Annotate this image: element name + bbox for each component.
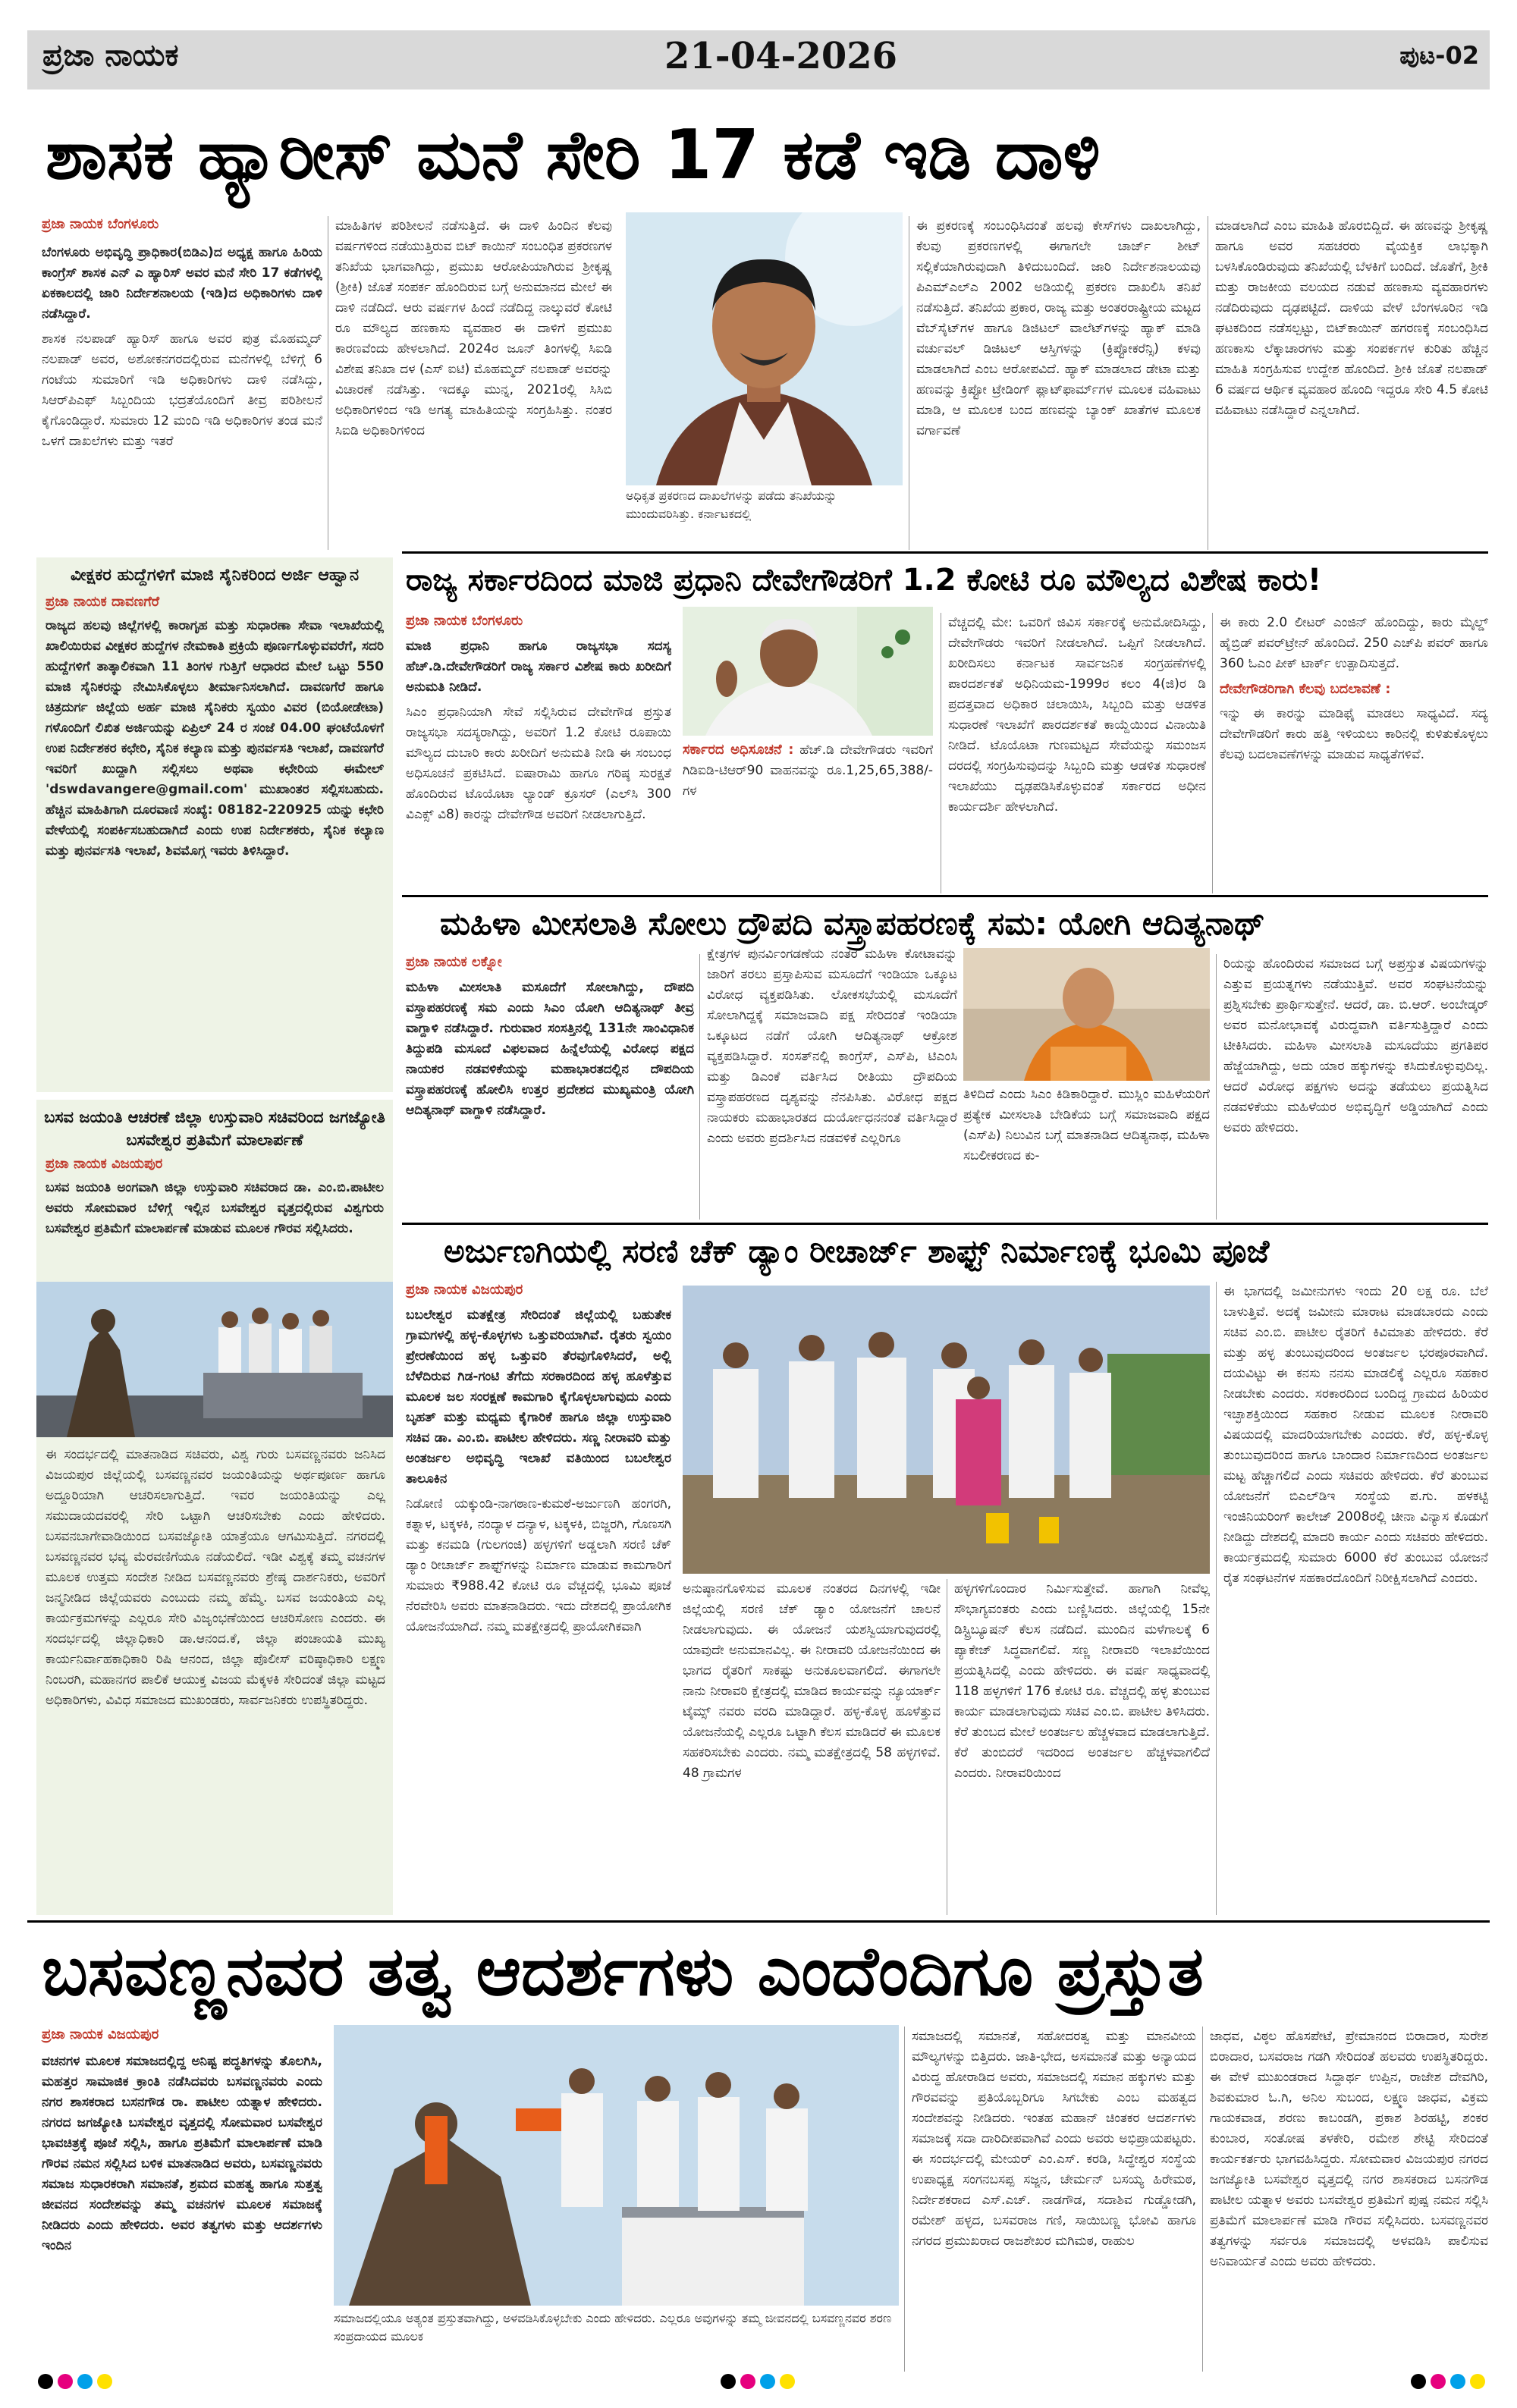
- section-rule: [402, 895, 1488, 897]
- reg-dot: [780, 2374, 795, 2389]
- story3-lead: ಮಹಿಳಾ ಮೀಸಲಾತಿ ಮಸೂದೆಗೆ ಸೋಲಾಗಿದ್ದು, ದೌಪದಿ ವಸ್ತ್ರಾಪಹರಣಕ್ಕೆ ಸಮ ಎಂದು ಸಿಎಂ ಯೋಗಿ ಆದಿತ್ಯನಾಥ್ ತೀವ್ರ ವಾಗ್ದಾಳಿ ನಡೆಸಿದ್ದಾರೆ. ಗುರುವಾರ ಸಂಸತ್ತಿನಲ್ಲಿ 131ನೇ ಸಾಂವಿಧಾನಿಕ ತಿದ್ದುಪಡಿ ಮಸೂದೆ ವಿಫಲವಾದ ಹಿನ್ನೆಲೆಯಲ್ಲಿ ವಿರೋಧ ಪಕ್ಷದ ನಾಯಕರ ನಡವಳಿಕೆಯನ್ನು ಮಹಾಭಾರತದಲ್ಲಿನ ದೌಪದಿಯ ವಸ್ತ್ರಾಪಹರಣಕ್ಕೆ ಹೋಲಿಸಿ ಉತ್ತರ ಪ್ರದೇಶದ ಮುಖ್ಯಮಂತ್ರಿ ಯೋಗಿ ಆದಿತ್ಯನಾಥ್ ವಾಗ್ದಾಳಿ ನಡೆಸಿದ್ದಾರೆ.: [406, 980, 694, 1118]
- story1-col5: ಮಾಡಲಾಗಿದೆ ಎಂಬ ಮಾಹಿತಿ ಹೊರಬಿದ್ದಿದೆ. ಈ ಹಣವನ್ನು ಶ್ರೀಕೃಷ್ಣ ಹಾಗೂ ಅವರ ಸಹಚರರು ವೈಯಕ್ತಿಕ ಲಾಭಕ್ಕಾಗಿ ಬಳಸಿಕೊಂಡಿರುವುದು ತನಿಖೆಯಲ್ಲಿ ಬೆಳಕಿಗೆ ಬಂದಿದೆ. ಜೊತೆಗೆ, ಶ್ರೀಕಿ ಮತ್ತು ರಾಜಕೀಯ ವಲಯದ ನಡುವೆ ಹಣಕಾಸು ವ್ಯವಹಾರಗಳು ನಡೆದಿರುವುದು ದೃಢಪಟ್ಟಿದೆ. ದಾಳಿಯ ವೇಳೆ ಬೆಂಗಳೂರಿನ ಇಡಿ ಘಟಕದಿಂದ ನಡೆಸಲ್ಪಟ್ಟು, ಬಿಟ್‌ಕಾಯಿನ್ ಹಗರಣಕ್ಕೆ ಸಂಬಂಧಿಸಿದ ಹಣಕಾಸು ಲೆಕ್ಕಾಚಾರಗಳು ಮತ್ತು ಸಂಪರ್ಕಗಳ ಕುರಿತು ಹೆಚ್ಚಿನ ಮಾಹಿತಿ ಸಂಗ್ರಹಿಸುವ ಉದ್ದೇಶ ಹೊಂದಿದೆ. ಶ್ರೀಕಿ ಜೊತೆ ನಲಪಾಡ್ 6 ವರ್ಷದ ಆರ್ಥಿಕ ವ್ಯವಹಾರ ಹೊಂದಿ ಇದ್ದರೂ ಸೇರಿ 4.5 ಕೋಟಿ ವಹಿವಾಟು ನಡೆಸಿದ್ದಾರೆ ಎನ್ನಲಾಗಿದೆ.: [1215, 218, 1488, 418]
- registration-marks-right: [1411, 2374, 1490, 2391]
- basava-photo: [36, 1282, 393, 1437]
- column-divider: [904, 2027, 905, 2372]
- story3-byline: ಪ್ರಜಾ ನಾಯಕ ಲಕ್ನೋ: [406, 954, 502, 970]
- story5-photo-caption: ಸಮಾಜದಲ್ಲಿಯೂ ಅತ್ಯಂತ ಪ್ರಸ್ತುತವಾಗಿದ್ದು, ಅಳವಡಿಸಿಕೊಳ್ಳಬೇಕು ಎಂದು ಹೇಳಿದರು. ಎಲ್ಲರೂ ಅವುಗಳನ್ನು ತಮ್ಮ ಜೀವನದಲ್ಲಿ ಬಸವಣ್ಣನವರ ಶರಣ ಸಂಪ್ರದಾಯದ ಮೂಲಕ: [334, 2311, 892, 2344]
- column-divider: [1216, 954, 1217, 1220]
- reg-dot: [97, 2374, 112, 2389]
- reg-dot: [1431, 2374, 1446, 2389]
- story3-headline: ಮಹಿಳಾ ಮೀಸಲಾತಿ ಸೋಲು ದ್ರೌಪದಿ ವಸ್ತ್ರಾಪಹರಣಕ್ಕೆ ಸಮ: ಯೋಗಿ ಆದಿತ್ಯನಾಥ್: [440, 905, 1265, 942]
- reg-dot: [1450, 2374, 1465, 2389]
- statue-garlanding-photo: [36, 1282, 393, 1437]
- story1-byline: ಪ್ರಜಾ ನಾಯಕ ಬೆಂಗಳೂರು: [42, 216, 159, 232]
- story2-continued: [683, 739, 933, 802]
- story4-photo: [683, 1286, 1210, 1574]
- column-divider: [1202, 2027, 1203, 2372]
- basavanna-statue-photo: [334, 2025, 899, 2306]
- story5-byline: ಪ್ರಜಾ ನಾಯಕ ವಿಜಯಪುರ: [42, 2027, 159, 2042]
- story3-col1: [406, 954, 694, 1220]
- story2-col3: ವೆಚ್ಚದಲ್ಲಿ ಮೇ: ಒವರಿಗೆ ಜಿವಿಸ ಸರ್ಕಾರಕ್ಕೆ ಅನುಮೋದಿಸಿದ್ದು, ದೇವೇಗೌಡರು ಇವರಿಗೆ ನೀಡಲಾಗಿದೆ. ಒಪ್ಪಿಗೆ ನೀಡಲಾಗಿದೆ. ಖರೀದಿಸಲು ಕರ್ನಾಟಕ ಸಾರ್ವಜನಿಕ ಸಂಗ್ರಹಣೆಗಳಲ್ಲಿ ಪಾರದರ್ಶಕತೆ ಅಧಿನಿಯಮ-1999ರ ಕಲಂ 4(ಜಿ)ರ ಡಿ ಪ್ರದತ್ತವಾದ ಅಧಿಕಾರ ಚಲಾಯಿಸಿ, ಸಿಬ್ಬಂದಿ ಮತ್ತು ಆಡಳಿತ ಸುಧಾರಣೆ ಇಲಾಖೆಗೆ ಪಾರದರ್ಶಕತೆ ಕಾಯ್ದೆಯಿಂದ ವಿನಾಯಿತಿ ನೀಡಿದೆ. ಟೊಯೊಟಾ ಗುಣಮಟ್ಟದ ಸೇವೆಯನ್ನು ಸಮಂಜಸ ದರದಲ್ಲಿ ಸಂಗ್ರಹಿಸುವುದನ್ನು ಸಿಬ್ಬಂದಿ ಮತ್ತು ಆಡಳಿತ ಸುಧಾರಣೆ ಇಲಾಖೆಯು ದೃಢಪಡಿಸಿಕೊಳ್ಳುವಂತೆ ಸರ್ಕಾರದ ಅಧೀನ ಕಾರ್ಯದರ್ಶಿ ಹೇಳಲಾಗಿದೆ.: [948, 615, 1206, 815]
- story3-photo: [963, 948, 1210, 1081]
- reg-dot: [58, 2374, 73, 2389]
- reg-dot: [760, 2374, 775, 2389]
- story1-col4: ಈ ಪ್ರಕರಣಕ್ಕೆ ಸಂಬಂಧಿಸಿದಂತೆ ಹಲವು ಕೇಸ್‌ಗಳು ದಾಖಲಾಗಿದ್ದು, ಕೆಲವು ಪ್ರಕರಣಗಳಲ್ಲಿ ಈಗಾಗಲೇ ಚಾರ್ಜ್ ಶೀಟ್ ಸಲ್ಲಿಕೆಯಾಗಿರುವುದಾಗಿ ತಿಳಿದುಬಂದಿದೆ. ಜಾರಿ ನಿರ್ದೇಶನಾಲಯವು ಪಿಎಮ್‌ಎಲ್‌ಎ 2002 ಅಡಿಯಲ್ಲಿ ಪ್ರಕರಣ ದಾಖಲಿಸಿ ತನಿಖೆ ನಡೆಸುತ್ತಿದೆ. ತನಿಖೆಯ ಪ್ರಕಾರ, ರಾಜ್ಯ ಮತ್ತು ಅಂತರರಾಷ್ಟ್ರೀಯ ಮಟ್ಟದ ವೆಬ್‌ಸೈಟ್‌ಗಳ ಹಾಗೂ ಡಿಜಿಟಲ್ ವಾಲೆಟ್‌ಗಳನ್ನು ಹ್ಯಾಕ್ ಮಾಡಿ ವರ್ಚುವಲ್ ಡಿಜಿಟಲ್ ಆಸ್ತಿಗಳನ್ನು (ಕ್ರಿಪ್ಟೋಕರೆನ್ಸಿ) ಕಳವು ಮಾಡಲಾಗಿದೆ ಎಂಬ ಆರೋಪವಿದೆ. ಹ್ಯಾಕ್ ಮಾಡಲಾದ ಡೇಟಾ ಮತ್ತು ಹಣವನ್ನು ಕ್ರಿಪ್ಟೋ ಟ್ರೇಡಿಂಗ್ ಪ್ಲಾಟ್‌ಫಾರ್ಮ್‌ಗಳ ಮೂಲಕ ವಹಿವಾಟು ಮಾಡಿ, ಆ ಮೂಲಕ ಬಂದ ಹಣವನ್ನು ಬ್ಯಾಂಕ್ ಖಾತೆಗಳ ಮೂಲಕ ವರ್ಗಾವಣೆ: [916, 218, 1201, 438]
- bhoomi-pooja-photo: [683, 1286, 1210, 1574]
- section-rule: [402, 551, 1488, 554]
- basava-byline: ಪ್ರಜಾ ನಾಯಕ ವಿಜಯಪುರ: [46, 1156, 163, 1172]
- politician-portrait: [626, 212, 903, 485]
- story4-col1: [406, 1282, 671, 1915]
- story1-col1: [42, 216, 322, 550]
- story2-col2: [683, 739, 933, 891]
- story5-col2: ಸಮಾಜದಲ್ಲಿ ಸಮಾನತೆ, ಸಹೋದರತ್ವ ಮತ್ತು ಮಾನವೀಯ ಮೌಲ್ಯಗಳನ್ನು ಬಿತ್ತಿದರು. ಜಾತಿ-ಭೇದ, ಅಸಮಾನತೆ ಮತ್ತು ಅನ್ಯಾಯದ ವಿರುದ್ಧ ಹೋರಾಡಿದ ಅವರು, ಸಮಾಜದಲ್ಲಿ ಸಮಾನ ಹಕ್ಕುಗಳು ಮತ್ತು ಗೌರವವನ್ನು ಪ್ರತಿಯೊಬ್ಬರಿಗೂ ಸಿಗಬೇಕು ಎಂಬ ಮಹತ್ವದ ಸಂದೇಶವನ್ನು ನೀಡಿದರು. ಇಂತಹ ಮಹಾನ್ ಚಿಂತಕರ ಆದರ್ಶಗಳು ಸಮಾಜಕ್ಕೆ ಸದಾ ದಾರಿದೀಪವಾಗಿವೆ ಎಂದು ಅವರು ಅಭಿಪ್ರಾಯಪಟ್ಟರು. ಈ ಸಂದರ್ಭದಲ್ಲಿ ಮೇಯರ್ ಎಂ.ಎಸ್. ಕರಡಿ, ಸಿದ್ಧೇಶ್ವರ ಸಂಸ್ಥೆಯ ಉಪಾಧ್ಯಕ್ಷ ಸಂಗನಬಸಪ್ಪ ಸಜ್ಜನ, ಚೇರ್ಮನ್ ಬಸಯ್ಯ ಹಿರೇಮಠ, ನಿರ್ದೇಶಕರಾದ ಎಸ್.ಎಚ್. ನಾಡಗೌಡ, ಸದಾಶಿವ ಗುಡ್ಡೋಡಗಿ, ರಮೇಶ್ ಹಳ್ಳದ, ಬಸವರಾಜ ಗಣಿ, ಸಾಯಿಬಣ್ಣ ಭೋವಿ ಹಾಗೂ ನಗರದ ಪ್ರಮುಖರಾದ ರಾಜಶೇಖರ ಮಗಿಮಠ, ರಾಹುಲ: [912, 2029, 1196, 2249]
- story2-byline: ಪ್ರಜಾ ನಾಯಕ ಬೆಂಗಳೂರು: [406, 613, 523, 629]
- story4-byline: ಪ್ರಜಾ ನಾಯಕ ವಿಜಯಪುರ: [406, 1282, 523, 1298]
- story2-change-text: ಇನ್ನು ಈ ಕಾರನ್ನು ಮಾಡಿಫೈ ಮಾಡಲು ಸಾಧ್ಯವಿದೆ. ಸದ್ಯ ದೇವೇಗೌಡರಿಗೆ ಕಾರು ಹತ್ತಿ ಇಳಿಯಲು ಕಾರಿನಲ್ಲಿ ಕುಳಿತುಕೊಳ್ಳಲು ಕೆಲವು ಬದಲಾವಣೆಗಳನ್ನು ಮಾಡುವ ಸಾಧ್ಯತೆಗಳಿವೆ.: [1220, 706, 1488, 762]
- story2-col4-text: ಈ ಕಾರು 2.0 ಲೀಟರ್ ಎಂಜಿನ್ ಹೊಂದಿದ್ದು, ಕಾರು ಮೈಲ್ಡ್ ಹೈಬ್ರಿಡ್ ಪವರ್‌ಟ್ರೇನ್ ಹೊಂದಿದೆ. 250 ಎಚ್‌ಪಿ ಪವರ್ ಹಾಗೂ 360 ಓಎಂ ಪೀಕ್ ಟಾರ್ಕ್ ಉತ್ಪಾದಿಸುತ್ತದೆ.: [1220, 615, 1488, 671]
- story3-col3: ತಿಳಿದಿದೆ ಎಂದು ಸಿಎಂ ಕಿಡಿಕಾರಿದ್ದಾರೆ. ಮುಸ್ಲಿಂ ಮಹಿಳೆಯರಿಗೆ ಪ್ರತ್ಯೇಕ ಮೀಸಲಾತಿ ಬೇಡಿಕೆಯ ಬಗ್ಗೆ ಸಮಾಜವಾದಿ ಪಕ್ಷದ (ಎಸ್‌ಪಿ) ನಿಲುವಿನ ಬಗ್ಗೆ ಮಾತನಾಡಿದ ಆದಿತ್ಯನಾಥ, ಮಹಿಳಾ ಸಬಲೀಕರಣದ ಕು-: [963, 1087, 1210, 1163]
- reg-dot: [721, 2374, 736, 2389]
- story2-col1: [406, 613, 671, 893]
- story2-gov-text: ಹೆಚ್.ಡಿ ದೇವೇಗೌಡರು ಇವರಿಗೆ ಗಿಡಿಐಡಿ-ಟಿಆರ್‌90 ವಾಹನವನ್ನು ರೂ.1,25,65,388/-ಗಳ: [683, 742, 933, 799]
- story4-lead: ಬಬಲೇಶ್ವರ ಮತಕ್ಷೇತ್ರ ಸೇರಿದಂತೆ ಜಿಲ್ಲೆಯಲ್ಲಿ ಬಹುತೇಕ ಗ್ರಾಮಗಳಲ್ಲಿ ಹಳ್ಳ-ಕೊಳ್ಳಗಳು ಒತ್ತುವರಿಯಾಗಿವೆ. ರೈತರು ಸ್ವಯಂ ಪ್ರೇರಣೆಯಿಂದ ಹಳ್ಳ ಒತ್ತುವರಿ ತೆರವುಗೊಳಿಸಿದರೆ, ಅಲ್ಲಿ ಬೆಳೆದಿರುವ ಗಿಡ-ಗಂಟಿ ತೆಗೆದು ಸರಕಾರದಿಂದ ಹಳ್ಳ ಹೂಳೆತ್ತುವ ಮೂಲಕ ಜಲ ಸಂರಕ್ಷಣೆ ಕಾಮಗಾರಿ ಕೈಗೊಳ್ಳಲಾಗುವುದು ಎಂದು ಬೃಹತ್ ಮತ್ತು ಮಧ್ಯಮ ಕೈಗಾರಿಕೆ ಹಾಗೂ ಜಿಲ್ಲಾ ಉಸ್ತುವಾರಿ ಸಚಿವ ಡಾ. ಎಂ.ಬಿ. ಪಾಟೀಲ ಹೇಳಿದರು. ಸಣ್ಣ ನೀರಾವರಿ ಮತ್ತು ಅಂತರ್ಜಲ ಅಭಿವೃದ್ಧಿ ಇಲಾಖೆ ವತಿಯಿಂದ ಬಬಲೇಶ್ವರ ತಾಲೂಕಿನ: [406, 1308, 671, 1487]
- issue-date: 21-04-2026: [664, 35, 898, 77]
- reg-dot: [38, 2374, 53, 2389]
- notice-title: ವೀಕ್ಷಕರ ಹುದ್ದೆಗಳಿಗೆ ಮಾಜಿ ಸೈನಿಕರಿಂದ ಅರ್ಜಿ ಆಹ್ವಾನ: [70, 566, 360, 585]
- notice-byline: ಪ್ರಜಾ ನಾಯಕ ದಾವಣಗೆರೆ: [46, 594, 160, 610]
- story1-photo-caption: ಅಧಿಕೃತ ಪ್ರಕರಣದ ದಾಖಲೆಗಳನ್ನು ಪಡೆದು ತನಿಖೆಯನ್ನು ಮುಂದುವರಿಸಿತ್ತು. ಕರ್ನಾಟಕದಲ್ಲಿ: [626, 488, 837, 521]
- column-divider: [1216, 1282, 1217, 1915]
- column-divider: [1212, 613, 1213, 893]
- paper-name: ಪ್ರಜಾ ನಾಯಕ: [42, 38, 179, 73]
- story5-lead: ವಚನಗಳ ಮೂಲಕ ಸಮಾಜದಲ್ಲಿದ್ದ ಅನಿಷ್ಟ ಪದ್ಧತಿಗಳನ್ನು ತೊಲಗಿಸಿ, ಮಹತ್ತರ ಸಾಮಾಜಿಕ ಕ್ರಾಂತಿ ನಡೆಸಿದವರು ಬಸವಣ್ಣನವರು ಎಂದು ನಗರ ಶಾಸಕರಾದ ಬಸನಗೌಡ ರಾ. ಪಾಟೀಲ ಯತ್ನಾಳ ಹೇಳಿದರು. ನಗರದ ಜಗಜ್ಯೋತಿ ಬಸವೇಶ್ವರ ವೃತ್ತದಲ್ಲಿ ಸೋಮವಾರ ಬಸವೇಶ್ವರ ಭಾವಚಿತ್ರಕ್ಕೆ ಪೂಜೆ ಸಲ್ಲಿಸಿ, ಹಾಗೂ ಪ್ರತಿಮೆಗೆ ಮಾಲಾರ್ಪಣೆ ಮಾಡಿ ಗೌರವ ನಮನ ಸಲ್ಲಿಸಿದ ಬಳಿಕ ಮಾತನಾಡಿದ ಅವರು, ಬಸವಣ್ಣನವರು ಸಮಾಜ ಸುಧಾರಕರಾಗಿ ಸಮಾನತೆ, ಶ್ರಮದ ಮಹತ್ವ ಹಾಗೂ ಸುತ್ತತ್ವ ಜೀವನದ ಸಂದೇಶವನ್ನು ತಮ್ಮ ವಚನಗಳ ಮೂಲಕ ಸಮಾಜಕ್ಕೆ ನೀಡಿದರು ಎಂದು ಹೇಳಿದರು. ಅವರ ತತ್ವಗಳು ಮತ್ತು ಆದರ್ಶಗಳು ಇಂದಿನ: [42, 2054, 322, 2253]
- deve-gowda-photo: [683, 607, 933, 736]
- story5-col1: [42, 2027, 322, 2372]
- basava-lead: ಬಸವ ಜಯಂತಿ ಅಂಗವಾಗಿ ಜಿಲ್ಲಾ ಉಸ್ತುವಾರಿ ಸಚಿವರಾದ ಡಾ. ಎಂ.ಬಿ.ಪಾಟೀಲ ಅವರು ಸೋಮವಾರ ಬೆಳಿಗ್ಗೆ ಇಲ್ಲಿನ ಬಸವೇಶ್ವರ ವೃತ್ತದಲ್ಲಿರುವ ವಿಶ್ವಗುರು ಬಸವೇಶ್ವರ ಪ್ರತಿಮೆಗೆ ಮಾಲಾರ್ಪಣೆ ಮಾಡುವ ಮೂಲಕ ಗೌರವ ಸಲ್ಲಿಸಿದರು.: [46, 1180, 384, 1236]
- story3-col4: ರಿಯನ್ನು ಹೊಂದಿರುವ ಸಮಾಜದ ಬಗ್ಗೆ ಅಪ್ರಸ್ತುತ ವಿಷಯಗಳನ್ನು ಎತ್ತುವ ಪ್ರಯತ್ನಗಳು ನಡೆಯುತ್ತಿವೆ. ಅವರ ಸಂಘಟನೆಯನ್ನು ಪ್ರಶ್ನಿಸಬೇಕು ಪ್ರಾರ್ಥಿಸುತ್ತೇನೆ. ಆದರೆ, ಡಾ. ಬಿ.ಆರ್. ಅಂಬೇಡ್ಕರ್ ಅವರ ಮನೋಭಾವಕ್ಕೆ ವಿರುದ್ಧವಾಗಿ ವರ್ತಿಸುತ್ತಿದ್ದಾರೆ ಎಂದು ಟೀಕಿಸಿದರು. ಮಹಿಳಾ ಮೀಸಲಾತಿ ಮಸೂದೆಯು ಪ್ರಗತಿಪರ ಹೆಜ್ಜೆಯಾಗಿದ್ದು, ಅದು ಯಾರ ಹಕ್ಕುಗಳನ್ನು ಕಸಿದುಕೊಳ್ಳುವುದಿಲ್ಲ. ಆದರೆ ವಿರೋಧ ಪಕ್ಷಗಳು ಅದನ್ನು ತಡೆಯಲು ಪ್ರಯತ್ನಿಸಿದ ನಡವಳಿಕೆಯು ಮಹಿಳೆಯರ ಅಭಿವೃದ್ಧಿಗೆ ಅಡ್ಡಿಯಾಗಿದೆ ಎಂದು ಅವರು ಹೇಳಿದರು.: [1223, 956, 1488, 1135]
- story3-col2: ಕ್ಷೇತ್ರಗಳ ಪುನರ್ವಿಂಗಡಣೆಯ ನಂತರ ಮಹಿಳಾ ಕೋಟಾವನ್ನು ಜಾರಿಗೆ ತರಲು ಪ್ರಸ್ತಾಪಿಸುವ ಮಸೂದೆಗೆ ಇಂಡಿಯಾ ಒಕ್ಕೂಟ ವಿರೋಧ ವ್ಯಕ್ತಪಡಿಸಿತು. ಲೋಕಸಭೆಯಲ್ಲಿ ಮಸೂದೆಗೆ ಸೋಲಾಗಿದ್ದಕ್ಕೆ ಸಮಾಜವಾದಿ ಪಕ್ಷ ಸೇರಿದಂತೆ ಇಂಡಿಯಾ ಒಕ್ಕೂಟದ ನಡೆಗೆ ಯೋಗಿ ಆದಿತ್ಯನಾಥ್ ಆಕ್ರೋಶ ವ್ಯಕ್ತಪಡಿಸಿದ್ದಾರೆ. ಸಂಸತ್‌ನಲ್ಲಿ ಕಾಂಗ್ರೆಸ್, ಎಸ್‌ಪಿ, ಟಿಎಂಸಿ ಮತ್ತು ಡಿಎಂಕೆ ವರ್ತಿಸಿದ ರೀತಿಯು ದ್ರೌಪದಿಯ ವಸ್ತ್ರಾಪಹರಣದ ದೃಶ್ಯವನ್ನು ನೆನಪಿಸಿತು. ವಿರೋಧ ಪಕ್ಷದ ನಾಯಕರು ಮಹಾಭಾರತದ ದುರ್ಯೋಧನನಂತೆ ವರ್ತಿಸಿದ್ದಾರೆ ಎಂದು ಅವರು ಪ್ರದರ್ಶಿಸಿದ ನಡವಳಿಕೆ ಎಲ್ಲರಿಗೂ: [707, 947, 957, 1146]
- story1-col1-text: ಶಾಸಕ ನಲಪಾಡ್ ಹ್ಯಾರಿಸ್ ಹಾಗೂ ಅವರ ಪುತ್ರ ಮೊಹಮ್ಮದ್ ನಲಪಾಡ್ ಅವರ, ಅಶೋಕನಗರದಲ್ಲಿರುವ ಮನೆಗಳಲ್ಲಿ ಬೆಳಿಗ್ಗೆ 6 ಗಂಟೆಯ ಸುಮಾರಿಗೆ ಇಡಿ ಅಧಿಕಾರಿಗಳು ದಾಳಿ ನಡೆಸಿದ್ದು, ಸಿಆರ್‌ಪಿಎಫ್ ಸಿಬ್ಬಂದಿಯ ಭದ್ರತೆಯೊಂದಿಗೆ ತೀವ್ರ ಪರಿಶೀಲನೆ ಕೈಗೊಂಡಿದ್ದಾರೆ. ಸುಮಾರು 12 ಮಂದಿ ಇಡಿ ಅಧಿಕಾರಿಗಳ ತಂಡ ಮನೆ ಒಳಗೆ ದಾಖಲೆಗಳು ಮತ್ತು ಇತರೆ: [42, 331, 322, 449]
- basava-text: ಈ ಸಂದರ್ಭದಲ್ಲಿ ಮಾತನಾಡಿದ ಸಚಿವರು, ವಿಶ್ವ ಗುರು ಬಸವಣ್ಣನವರು ಜನಿಸಿದ ವಿಜಯಪುರ ಜಿಲ್ಲೆಯಲ್ಲಿ ಬಸವಣ್ಣನವರ ಜಯಂತಿಯನ್ನು ಅರ್ಥಪೂರ್ಣ ಹಾಗೂ ಅದ್ದೂರಿಯಾಗಿ ಆಚರಿಸಲಾಗುತ್ತಿದೆ. ಇವರ ಜಯಂತಿಯನ್ನು ಎಲ್ಲ ಸಮುದಾಯದವರಲ್ಲಿ ಸೇರಿ ಒಟ್ಟಾಗಿ ಆಚರಿಸಬೇಕು ಎಂದು ಹೇಳಿದರು. ಬಸವನಬಾಗೇವಾಡಿಯಿಂದ ಬಸವಜ್ಯೋತಿ ಯಾತ್ರೆಯೂ ಆಗಮಿಸುತ್ತಿದೆ. ನಗರದಲ್ಲಿ ಬಸವಣ್ಣನವರ ಭವ್ಯ ಮೆರವಣಿಗೆಯೂ ನಡೆಯಲಿದೆ. ಇಡೀ ವಿಶ್ವಕ್ಕೆ ತಮ್ಮ ವಚನಗಳ ಮೂಲಕ ಉತ್ತಮ ಸಂದೇಶ ನೀಡಿದ ಬಸವಣ್ಣನವರು ಶ್ರೇಷ್ಠ ದಾರ್ಶನಿಕರು, ಅವರಿಗೆ ಜನ್ಮನೀಡಿದ ಜಿಲ್ಲೆಯವರು ಎಂಬುದು ನಮ್ಮ ಹೆಮ್ಮೆ. ಬಸವ ಜಯಂತಿಯ ಎಲ್ಲ ಕಾರ್ಯಕ್ರಮಗಳನ್ನು ಎಲ್ಲರೂ ಸೇರಿ ವಿಜೃಂಭಣೆಯಿಂದ ಆಚರಿಸೋಣ ಎಂದರು. ಈ ಸಂದರ್ಭದಲ್ಲಿ ಜಿಲ್ಲಾಧಿಕಾರಿ ಡಾ.ಆನಂದ.ಕೆ, ಜಿಲ್ಲಾ ಪಂಚಾಯತಿ ಮುಖ್ಯ ಕಾರ್ಯನಿರ್ವಾಹಕಾಧಿಕಾರಿ ರಿಷಿ ಆನಂದ, ಜಿಲ್ಲಾ ಪೊಲೀಸ್ ವರಿಷ್ಠಾಧಿಕಾರಿ ಲಕ್ಷ್ಮಣ ನಿಂಬರಗಿ, ಮಹಾನಗರ ಪಾಲಿಕೆ ಆಯುಕ್ತ ವಿಜಯ ಮೆಕ್ಕಳಕಿ ಸೇರಿದಂತೆ ಜಿಲ್ಲಾ ಮಟ್ಟದ ಅಧಿಕಾರಿಗಳು, ವಿವಿಧ ಸಮಾಜದ ಮುಖಂಡರು, ಸಾರ್ವಜನಿಕರು ಉಪಸ್ಥಿತರಿದ್ದರು.: [46, 1447, 385, 1708]
- story5-col3: ಜಾಧವ, ವಿಠ್ಠಲ ಹೊಸಪೇಟೆ, ಪ್ರೇಮಾನಂದ ಬಿರಾದಾರ, ಸುರೇಶ ಬಿರಾದಾರ, ಬಸವರಾಜ ಗಡಗಿ ಸೇರಿದಂತೆ ಹಲವರು ಉಪಸ್ಥಿತರಿದ್ದರು. ಈ ವೇಳೆ ಮುಖಂಡರಾದ ಸಿದ್ದಾರ್ಥ ಉಪ್ಪಿನ, ರಾಜೇಶ ದೇವಗಿರಿ, ಶಿವಕುಮಾರ ಓ.ಗಿ, ಅನಿಲ ಸುಬಂದ, ಲಕ್ಷ್ಮಣ ಜಾಧವ, ವಿಕ್ರಮ ಗಾಯಕವಾಡ, ಶರಣು ಕಾಬಂಡಗಿ, ಪ್ರಕಾಶ ಶಿರಹಟ್ಟಿ, ಶಂಕರ ಕುಂಬಾರ, ಸಂತೋಷ ತಳಕೇರಿ, ರಮೇಶ ಶೇಟ್ಟಿ ಸೇರಿದಂತೆ ಕಾರ್ಯಕರ್ತರು ಭಾಗವಹಿಸಿದ್ದರು. ಸೋಮವಾರ ವಿಜಯಪುರ ನಗರದ ಜಗಜ್ಯೋತಿ ಬಸವೇಶ್ವರ ವೃತ್ತದಲ್ಲಿ ನಗರ ಶಾಸಕರಾದ ಬಸನಗೌಡ ಪಾಟೀಲ ಯತ್ನಾಳ ಅವರು ಬಸವೇಶ್ವರ ಪ್ರತಿಮೆಗೆ ಪುಷ್ಪ ನಮನ ಸಲ್ಲಿಸಿ ಪ್ರತಿಮೆಗೆ ಮಾಲಾರ್ಪಣೆ ಮಾಡಿ ಗೌರವ ಸಲ್ಲಿಸಿದರು. ಬಸವಣ್ಣನವರ ತತ್ವಗಳನ್ನು ಸರ್ವರೂ ಸಮಾಜದಲ್ಲಿ ಅಳವಡಿಸಿ ಪಾಲಿಸುವ ಅನಿವಾರ್ಯತೆ ಎಂದು ಅವರು ಹೇಳಿದರು.: [1210, 2029, 1488, 2269]
- reg-dot: [740, 2374, 755, 2389]
- notice-box: [36, 557, 393, 1092]
- story2-lead: ಮಾಜಿ ಪ್ರಧಾನಿ ಹಾಗೂ ರಾಜ್ಯಸಭಾ ಸದಸ್ಯ ಹೆಚ್.ಡಿ.ದೇವೇಗೌಡರಿಗೆ ರಾಜ್ಯ ಸರ್ಕಾರ ವಿಶೇಷ ಕಾರು ಖರೀದಿಗೆ ಅನುಮತಿ ನೀಡಿದೆ.: [406, 639, 671, 695]
- basava-title: ಬಸವ ಜಯಂತಿ ಆಚರಣೆ ಜಿಲ್ಲಾ ಉಸ್ತುವಾರಿ ಸಚಿವರಿಂದ ಜಗಜ್ಯೋತಿ ಬಸವೇಶ್ವರ ಪ್ರತಿಮೆಗೆ ಮಾಲಾರ್ಪಣೆ: [44, 1108, 385, 1149]
- story5-photo: [334, 2025, 899, 2306]
- reg-dot: [77, 2374, 93, 2389]
- story1-lead: ಬೆಂಗಳೂರು ಅಭಿವೃದ್ಧಿ ಪ್ರಾಧಿಕಾರ(ಬಿಡಿಎ)ದ ಅಧ್ಯಕ್ಷ ಹಾಗೂ ಹಿರಿಯ ಕಾಂಗ್ರೆಸ್ ಶಾಸಕ ಎನ್ ಎ ಹ್ಯಾರಿಸ್ ಅವರ ಮನೆ ಸೇರಿ 17 ಕಡೆಗಳಲ್ಲಿ ಏಕಕಾಲದಲ್ಲಿ ಜಾರಿ ನಿರ್ದೇಶನಾಲಯ (ಇಡಿ)ದ ಅಧಿಕಾರಿಗಳು ದಾಳಿ ನಡೆಸಿದ್ದಾರೆ.: [42, 245, 322, 322]
- story4-col1-text: ನಿಡೋಣಿ ಯಕ್ಕುಂಡಿ-ನಾಗಠಾಣ-ಕುಮಠೆ-ಅರ್ಜುಣಗಿ ಹಂಗರಗಿ, ಕತ್ನಾಳ, ಟಕ್ಕಳಕಿ, ನಂದ್ಯಾಳ ದನ್ಯಾಳ, ಟಕ್ಕಳಕಿ, ಬಿಜ್ಜರಗಿ, ಗೊಣಸಗಿ ಮತ್ತು ಕನಮಡಿ (ಗುಲಗಂಜಿ) ಹಳ್ಳಗಳಿಗೆ ಅಡ್ಡಲಾಗಿ ಸರಣಿ ಚೆಕ್ ಡ್ಯಾಂ ರೀಚಾರ್ಜ್ ಶಾಫ್ಟ್‌ಗಳನ್ನು ನಿರ್ಮಾಣ ಮಾಡುವ ಕಾಮಗಾರಿಗೆ ಸುಮಾರು ₹988.42 ಕೋಟಿ ರೂ ವೆಚ್ಚದಲ್ಲಿ ಭೂಮಿ ಪೂಜೆ ನೆರವೇರಿಸಿ ಅವರು ಮಾತನಾಡಿದರು. ಇದು ದೇಶದಲ್ಲಿ ಪ್ರಾಯೋಗಿಕ ಯೋಜನೆಯಾಗಿದೆ. ನಮ್ಮ ಮತಕ್ಷೇತ್ರದಲ್ಲಿ ಪ್ರಾಯೋಗಿಕವಾಗಿ: [406, 1496, 671, 1634]
- story4-col4: ಈ ಭಾಗದಲ್ಲಿ ಜಮೀನುಗಳು ಇಂದು 20 ಲಕ್ಷ ರೂ. ಬೆಲೆ ಬಾಳುತ್ತಿವೆ. ಅದಕ್ಕೆ ಜಮೀನು ಮಾರಾಟ ಮಾಡಬಾರದು ಎಂದು ಸಚಿವ ಎಂ.ಬಿ. ಪಾಟೀಲ ರೈತರಿಗೆ ಕಿವಿಮಾತು ಹೇಳಿದರು. ಕೆರೆ ಮತ್ತು ಹಳ್ಳ ತುಂಬುವುದರಿಂದ ಅಂತರ್ಜಲ ಭರಪೂರವಾಗಿದೆ. ದಯವಿಟ್ಟು ಈ ಕನಸು ನನಸು ಮಾಡಲಿಕ್ಕೆ ಎಲ್ಲರೂ ಸಹಕಾರ ನೀಡಬೇಕು ಎಂದರು. ಸರಕಾರದಿಂದ ಬಂದಿದ್ದ ಗ್ರಾಮದ ಹಿರಿಯರ ಇಚ್ಛಾಶಕ್ತಿಯಿಂದ ಸಹಕಾರ ನೀಡುವ ಮೂಲಕ ನೀರಾವರಿ ವಿಷಯದಲ್ಲಿ ಮಾದರಿಯಾಗಬೇಕು ಎಂದರು. ಕೆರೆ, ಹಳ್ಳ-ಕೊಳ್ಳ ತುಂಬುವುದರಿಂದ ಹಾಗೂ ಬಾಂದಾರ ನಿರ್ಮಾಣದಿಂದ ಅಂತರ್ಜಲ ಮಟ್ಟ ಹೆಚ್ಚಾಗಲಿದೆ ಎಂದು ಸಚಿವರು ಹೇಳಿದರು. ಕೆರೆ ತುಂಬುವ ಯೋಜನೆಗೆ ಬಿಎಲ್‌ಡಿಇ ಸಂಸ್ಥೆಯ ಪ.ಗು. ಹಳಕಟ್ಟಿ ಇಂಜಿನಿಯರಿಂಗ್ ಕಾಲೇಜ್ 2008ರಲ್ಲಿ ಚೀನಾ ವಿನ್ಯಾಸ ಕೊಡುಗೆ ನೀಡಿದ್ದು ದೇಶದಲ್ಲಿ ಮಾದರಿ ಕಾರ್ಯ ಎಂದು ಸಚಿವರು ಹೇಳಿದರು. ಕಾರ್ಯಕ್ರಮದಲ್ಲಿ ಸುಮಾರು 6000 ಕೆರೆ ತುಂಬುವ ಯೋಜನೆ ರೈತ ಸಂಘಟನೆಗಳ ಸಹಕಾರದೊಂದಿಗೆ ನಿರೀಕ್ಷಿಸಲಾಗಿದೆ ಎಂದರು.: [1223, 1284, 1488, 1586]
- story4-headline: ಅರ್ಜುಣಗಿಯಲ್ಲಿ ಸರಣಿ ಚೆಕ್ ಡ್ಯಾಂ ರೀಚಾರ್ಜ್ ಶಾಫ್ಟ್ ನಿರ್ಮಾಣಕ್ಕೆ ಭೂಮಿ ಪೂಜೆ: [444, 1232, 1270, 1270]
- yogi-photo: [963, 948, 1210, 1081]
- notice-text: ರಾಜ್ಯದ ಹಲವು ಜಿಲ್ಲೆಗಳಲ್ಲಿ ಕಾರಾಗೃಹ ಮತ್ತು ಸುಧಾರಣಾ ಸೇವಾ ಇಲಾಖೆಯಲ್ಲಿ ಖಾಲಿಯಿರುವ ವೀಕ್ಷಕರ ಹುದ್ದೆಗಳ ನೇಮಕಾತಿ ಪ್ರಕ್ರಿಯೆ ಪೂರ್ಣಗೊಳ್ಳುವವರೆಗೆ, ಸದರಿ ಹುದ್ದೆಗಳಿಗೆ ತಾತ್ಕಾಲಿಕವಾಗಿ 11 ತಿಂಗಳ ಗುತ್ತಿಗೆ ಆಧಾರದ ಮೇಲೆ ಒಟ್ಟು 550 ಮಾಜಿ ಸೈನಿಕರನ್ನು ನೇಮಿಸಿಕೊಳ್ಳಲು ತೀರ್ಮಾನಿಸಲಾಗಿದೆ. ದಾವಣಗೆರೆ ಹಾಗೂ ಚಿತ್ರದುರ್ಗ ಜಿಲ್ಲೆಯ ಅರ್ಹ ಮಾಜಿ ಸೈನಿಕರು ಸ್ವಯಂ ವಿವರ (ಬಿಯೋಡೇಟಾ) ಗಳೊಂದಿಗೆ ಲಿಖಿತ ಅರ್ಜಿಯನ್ನು ಏಪ್ರಿಲ್ 24 ರ ಸಂಜೆ 04.00 ಘಂಟೆಯೊಳಗೆ ಉಪ ನಿರ್ದೇಶಕರ ಕಛೇರಿ, ಸೈನಿಕ ಕಲ್ಯಾಣ ಮತ್ತು ಪುನರ್ವಸತಿ ಇಲಾಖೆ, ದಾವಣಗೆರೆ ಇವರಿಗೆ ಖುದ್ದಾಗಿ ಸಲ್ಲಿಸಲು ಅಥವಾ ಕಛೇರಿಯ ಈಮೇಲ್ 'dswdavangere@gmail.com' ಮುಖಾಂತರ ಸಲ್ಲಿಸಬಹುದು. ಹೆಚ್ಚಿನ ಮಾಹಿತಿಗಾಗಿ ದೂರವಾಣಿ ಸಂಖ್ಯೆ: 08182-220925 ಯನ್ನು ಕಛೇರಿ ವೇಳೆಯಲ್ಲಿ ಸಂಪರ್ಕಿಸಬಹುದಾಗಿದೆ ಎಂದು ಉಪ ನಿರ್ದೇಶಕರು, ಸೈನಿಕ ಕಲ್ಯಾಣ ಮತ್ತು ಪುನರ್ವಸತಿ ಇಲಾಖೆ, ಶಿವಮೊಗ್ಗ ಇವರು ತಿಳಿಸಿದ್ದಾರೆ.: [46, 618, 384, 859]
- story4-col3: ಹಳ್ಳಗಳಿಗೊಂದಾರ ನಿರ್ಮಿಸುತ್ತೇವೆ. ಹಾಗಾಗಿ ನೀವೆಲ್ಲ ಸೌಭಾಗ್ಯವಂತರು ಎಂದು ಬಣ್ಣಿಸಿದರು. ಜಿಲ್ಲೆಯಲ್ಲಿ 15ನೇ ಡಿಸ್ಟ್ರಿಬ್ಯೂಷನ್ ಕೆಲಸ ನಡೆದಿದೆ. ಮುಂದಿನ ಮಳೆಗಾಲಕ್ಕೆ 6 ಪ್ಯಾಕೇಜ್ ಸಿದ್ಧವಾಗಲಿವೆ. ಸಣ್ಣ ನೀರಾವರಿ ಇಲಾಖೆಯಿಂದ ಪ್ರಯತ್ನಿಸಿದಲ್ಲಿ ಎಂದು ಹೇಳಿದರು. ಈ ವರ್ಷ ಸಾಧ್ಯವಾದಲ್ಲಿ 118 ಹಳ್ಳಗಳಿಗೆ 176 ಕೋಟಿ ರೂ. ವೆಚ್ಚದಲ್ಲಿ ಹಳ್ಳ ತುಂಬುವ ಕಾರ್ಯ ಮಾಡಲಾಗುವುದು ಸಚಿವ ಎಂ.ಬಿ. ಪಾಟೀಲ ತಿಳಿಸಿದರು. ಕೆರೆ ತುಂಬದ ಮೇಲೆ ಅಂತರ್ಜಲ ಹೆಚ್ಚಳವಾದ ಮಾಡಲಾಗುತ್ತಿದೆ. ಕೆರೆ ತುಂಬಿದರೆ ಇದರಿಂದ ಅಂತರ್ಜಲ ಹೆಚ್ಚಳವಾಗಲಿದೆ ಎಂದರು. ನೀರಾವರಿಯಿಂದ: [954, 1581, 1210, 1781]
- story1-headline: ಶಾಸಕ ಹ್ಯಾರೀಸ್ ಮನೆ ಸೇರಿ 17 ಕಡೆ ಇಡಿ ದಾಳಿ: [46, 115, 1101, 195]
- section-rule: [402, 1223, 1488, 1225]
- story2-col1-text: ಸಿಎಂ ಪ್ರಧಾನಿಯಾಗಿ ಸೇವೆ ಸಲ್ಲಿಸಿರುವ ದೇವೇಗೌಡ ಪ್ರಸ್ತುತ ರಾಜ್ಯಸಭಾ ಸದಸ್ಯರಾಗಿದ್ದು, ಅವರಿಗೆ 1.2 ಕೋಟಿ ರೂಪಾಯಿ ಮೌಲ್ಯದ ದುಬಾರಿ ಕಾರು ಖರೀದಿಗೆ ಅನುಮತಿ ನೀಡಿ ಈ ಸಂಬಂಧ ಅಧಿಸೂಚನೆ ಪ್ರಕಟಿಸಿದೆ. ಐಷಾರಾಮಿ ಹಾಗೂ ಗರಿಷ್ಠ ಸುರಕ್ಷತೆ ಹೊಂದಿರುವ ಟೊಯೊಟಾ ಲ್ಯಾಂಡ್ ಕ್ರೂಸರ್ (ಎಲ್‌ಸಿ 300 ವಿಎಕ್ಸ್ ವಿ8) ಕಾರನ್ನು ದೇವೇಗೌಡ ಅವರಿಗೆ ನೀಡಲಾಗುತ್ತಿದೆ.: [406, 705, 671, 822]
- masthead: [27, 30, 1490, 89]
- page-number: ಪುಟ-02: [1399, 41, 1479, 70]
- story5-headline: ಬಸವಣ್ಣನವರ ತತ್ವ ಆದರ್ಶಗಳು ಎಂದೆಂದಿಗೂ ಪ್ರಸ್ತುತ: [42, 1932, 1204, 2011]
- story2-col4: [1220, 613, 1488, 893]
- registration-marks-center: [721, 2374, 799, 2391]
- story2-photo: [683, 607, 933, 736]
- section-rule: [27, 1920, 1490, 1923]
- reg-dot: [1470, 2374, 1485, 2389]
- story2-change-label: ದೇವೇಗೌಡರಿಗಾಗಿ ಕೆಲವು ಬದಲಾವಣೆ :: [1220, 681, 1391, 697]
- registration-marks-left: [38, 2374, 117, 2391]
- reg-dot: [1411, 2374, 1426, 2389]
- story1-col2: ಮಾಹಿತಿಗಳ ಪರಿಶೀಲನೆ ನಡೆಸುತ್ತಿದೆ. ಈ ದಾಳಿ ಹಿಂದಿನ ಕೆಲವು ವರ್ಷಗಳಿಂದ ನಡೆಯುತ್ತಿರುವ ಬಿಟ್ ಕಾಯಿನ್ ಸಂಬಂಧಿತ ಪ್ರಕರಣಗಳ ತನಿಖೆಯ ಭಾಗವಾಗಿದ್ದು, ಪ್ರಮುಖ ಆರೋಪಿಯಾಗಿರುವ ಶ್ರೀಕೃಷ್ಣ (ಶ್ರೀಕಿ) ಜೊತೆ ಸಂಪರ್ಕ ಹೊಂದಿರುವ ಬಗ್ಗೆ ಅನುಮಾನದ ಮೇಲೆ ಈ ದಾಳಿ ನಡೆದಿದೆ. ಆರು ವರ್ಷಗಳ ಹಿಂದೆ ನಡೆದಿದ್ದ ನಾಲ್ಕುವರೆ ಕೋಟಿ ರೂ ಮೌಲ್ಯದ ಹಣಕಾಸು ವ್ಯವಹಾರ ಈ ದಾಳಿಗೆ ಪ್ರಮುಖ ಕಾರಣವೆಂದು ಹೇಳಲಾಗಿದೆ. 2024ರ ಜೂನ್ ತಿಂಗಳಲ್ಲಿ ಸಿಐಡಿ ವಿಶೇಷ ತನಿಖಾ ದಳ (ಎಸ್ ಐಟಿ) ಮೊಹಮ್ಮದ್ ನಲಪಾಡ್ ಅವರನ್ನು ವಿಚಾರಣೆ ನಡೆಸಿತ್ತು. ಇದಕ್ಕೂ ಮುನ್ನ, 2021ರಲ್ಲಿ ಸಿಸಿಬಿ ಅಧಿಕಾರಿಗಳಿಂದ ಇಡಿ ಅಗತ್ಯ ಮಾಹಿತಿಯನ್ನು ಸಂಗ್ರಹಿಸಿತ್ತು. ನಂತರ ಸಿಐಡಿ ಅಧಿಕಾರಿಗಳಿಂದ: [335, 218, 612, 438]
- story2-gov-label: ಸರ್ಕಾರದ ಅಧಿಸೂಚನೆ :: [683, 742, 794, 758]
- story2-headline: ರಾಜ್ಯ ಸರ್ಕಾರದಿಂದ ಮಾಜಿ ಪ್ರಧಾನಿ ದೇವೇಗೌಡರಿಗೆ 1.2 ಕೋಟಿ ರೂ ಮೌಲ್ಯದ ವಿಶೇಷ ಕಾರು!: [406, 563, 1322, 598]
- column-divider: [699, 954, 700, 1220]
- story1-photo: [626, 212, 903, 485]
- story4-col2: ಅನುಷ್ಠಾನಗೊಳಿಸುವ ಮೂಲಕ ನಂತರದ ದಿನಗಳಲ್ಲಿ ಇಡೀ ಜಿಲ್ಲೆಯಲ್ಲಿ ಸರಣಿ ಚೆಕ್ ಡ್ಯಾಂ ಯೋಜನೆಗೆ ಚಾಲನೆ ನೀಡಲಾಗುವುದು. ಈ ಯೋಜನೆ ಯಶಸ್ವಿಯಾಗುವುದರಲ್ಲಿ ಯಾವುದೇ ಅನುಮಾನವಿಲ್ಲ. ಈ ನೀರಾವರಿ ಯೋಜನೆಯಿಂದ ಈ ಭಾಗದ ರೈತರಿಗೆ ಸಾಕಷ್ಟು ಅನುಕೂಲವಾಗಲಿದೆ. ಈಗಾಗಲೇ ನಾನು ನೀರಾವರಿ ಕ್ಷೇತ್ರದಲ್ಲಿ ಮಾಡಿದ ಕಾರ್ಯವನ್ನು ನ್ಯೂಯಾರ್ಕ್ ಟೈಮ್ಸ್ ನವರು ವರದಿ ಮಾಡಿದ್ದಾರೆ. ಹಳ್ಳ-ಕೊಳ್ಳ ಹೂಳೆತ್ತುವ ಯೋಜನೆಯಲ್ಲಿ ಎಲ್ಲರೂ ಒಟ್ಟಾಗಿ ಕೆಲಸ ಮಾಡಿದರೆ ಈ ಮೂಲಕ ಸಹಕರಿಸಬೇಕು ಎಂದರು. ನಮ್ಮ ಮತಕ್ಷೇತ್ರದಲ್ಲಿ 58 ಹಳ್ಳಗಳಿವೆ. 48 ಗ್ರಾಮಗಳ: [683, 1581, 941, 1781]
